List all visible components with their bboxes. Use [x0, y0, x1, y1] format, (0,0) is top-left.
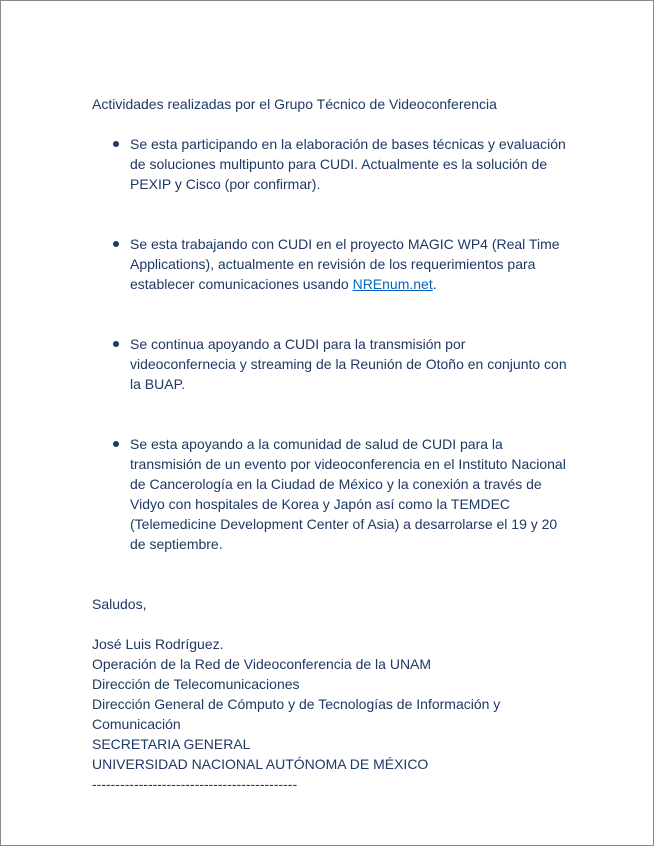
- signature-directorate: Dirección General de Cómputo y de Tecnologías de Información y Comunicación: [92, 696, 501, 732]
- signature-block: [92, 634, 572, 794]
- signature-role: Operación de la Red de Videoconferencia de la UNAM: [92, 656, 432, 672]
- list-item: [92, 334, 572, 394]
- signature-name: José Luis Rodríguez.: [92, 636, 224, 652]
- list-item: [92, 434, 572, 554]
- activities-list: [92, 134, 572, 554]
- list-item-text-after: .: [432, 276, 437, 292]
- list-item-text: [130, 234, 570, 294]
- signature-separator: --------------------------------------------: [92, 776, 298, 792]
- salutation: Saludos,: [92, 596, 147, 612]
- list-item-text: Se esta apoyando a la comunidad de salud de CUDI para la transmisión de un evento por videoconferencia en el Instituto Nacional de Cancerología en la Ciudad de México y la conexión a través de Vidyo con hospitales de Korea y Japón así como la TEMDEC (Telemedicine Development Center of Asia) a desarrolarse el 19 y 20 de septiembre.: [130, 436, 566, 552]
- list-item-text: Se esta participando en la elaboración de bases técnicas y evaluación de soluciones multipunto para CUDI. Actualmente es la solución de PEXIP y Cisco (por confirmar).: [130, 136, 566, 192]
- signature-department: Dirección de Telecomunicaciones: [92, 676, 300, 692]
- list-item: [92, 134, 572, 194]
- list-item-text: Se continua apoyando a CUDI para la transmisión por videoconfernecia y streaming de la Reunión de Otoño en conjunto con la BUAP.: [130, 336, 567, 392]
- document-body: [92, 94, 572, 794]
- signature-university: UNIVERSIDAD NACIONAL AUTÓNOMA DE MÉXICO: [92, 756, 429, 772]
- document-heading: Actividades realizadas por el Grupo Técnico de Videoconferencia: [92, 96, 497, 112]
- nrenum-link[interactable]: NREnum.net: [352, 276, 433, 292]
- signature-secretariat: SECRETARIA GENERAL: [92, 736, 251, 752]
- list-item: [92, 234, 572, 294]
- list-item-text-before: Se esta trabajando con CUDI en el proyecto MAGIC WP4 (Real Time Applications), actualmente en revisión de los requerimientos para establecer comunicaciones usando: [130, 236, 560, 292]
